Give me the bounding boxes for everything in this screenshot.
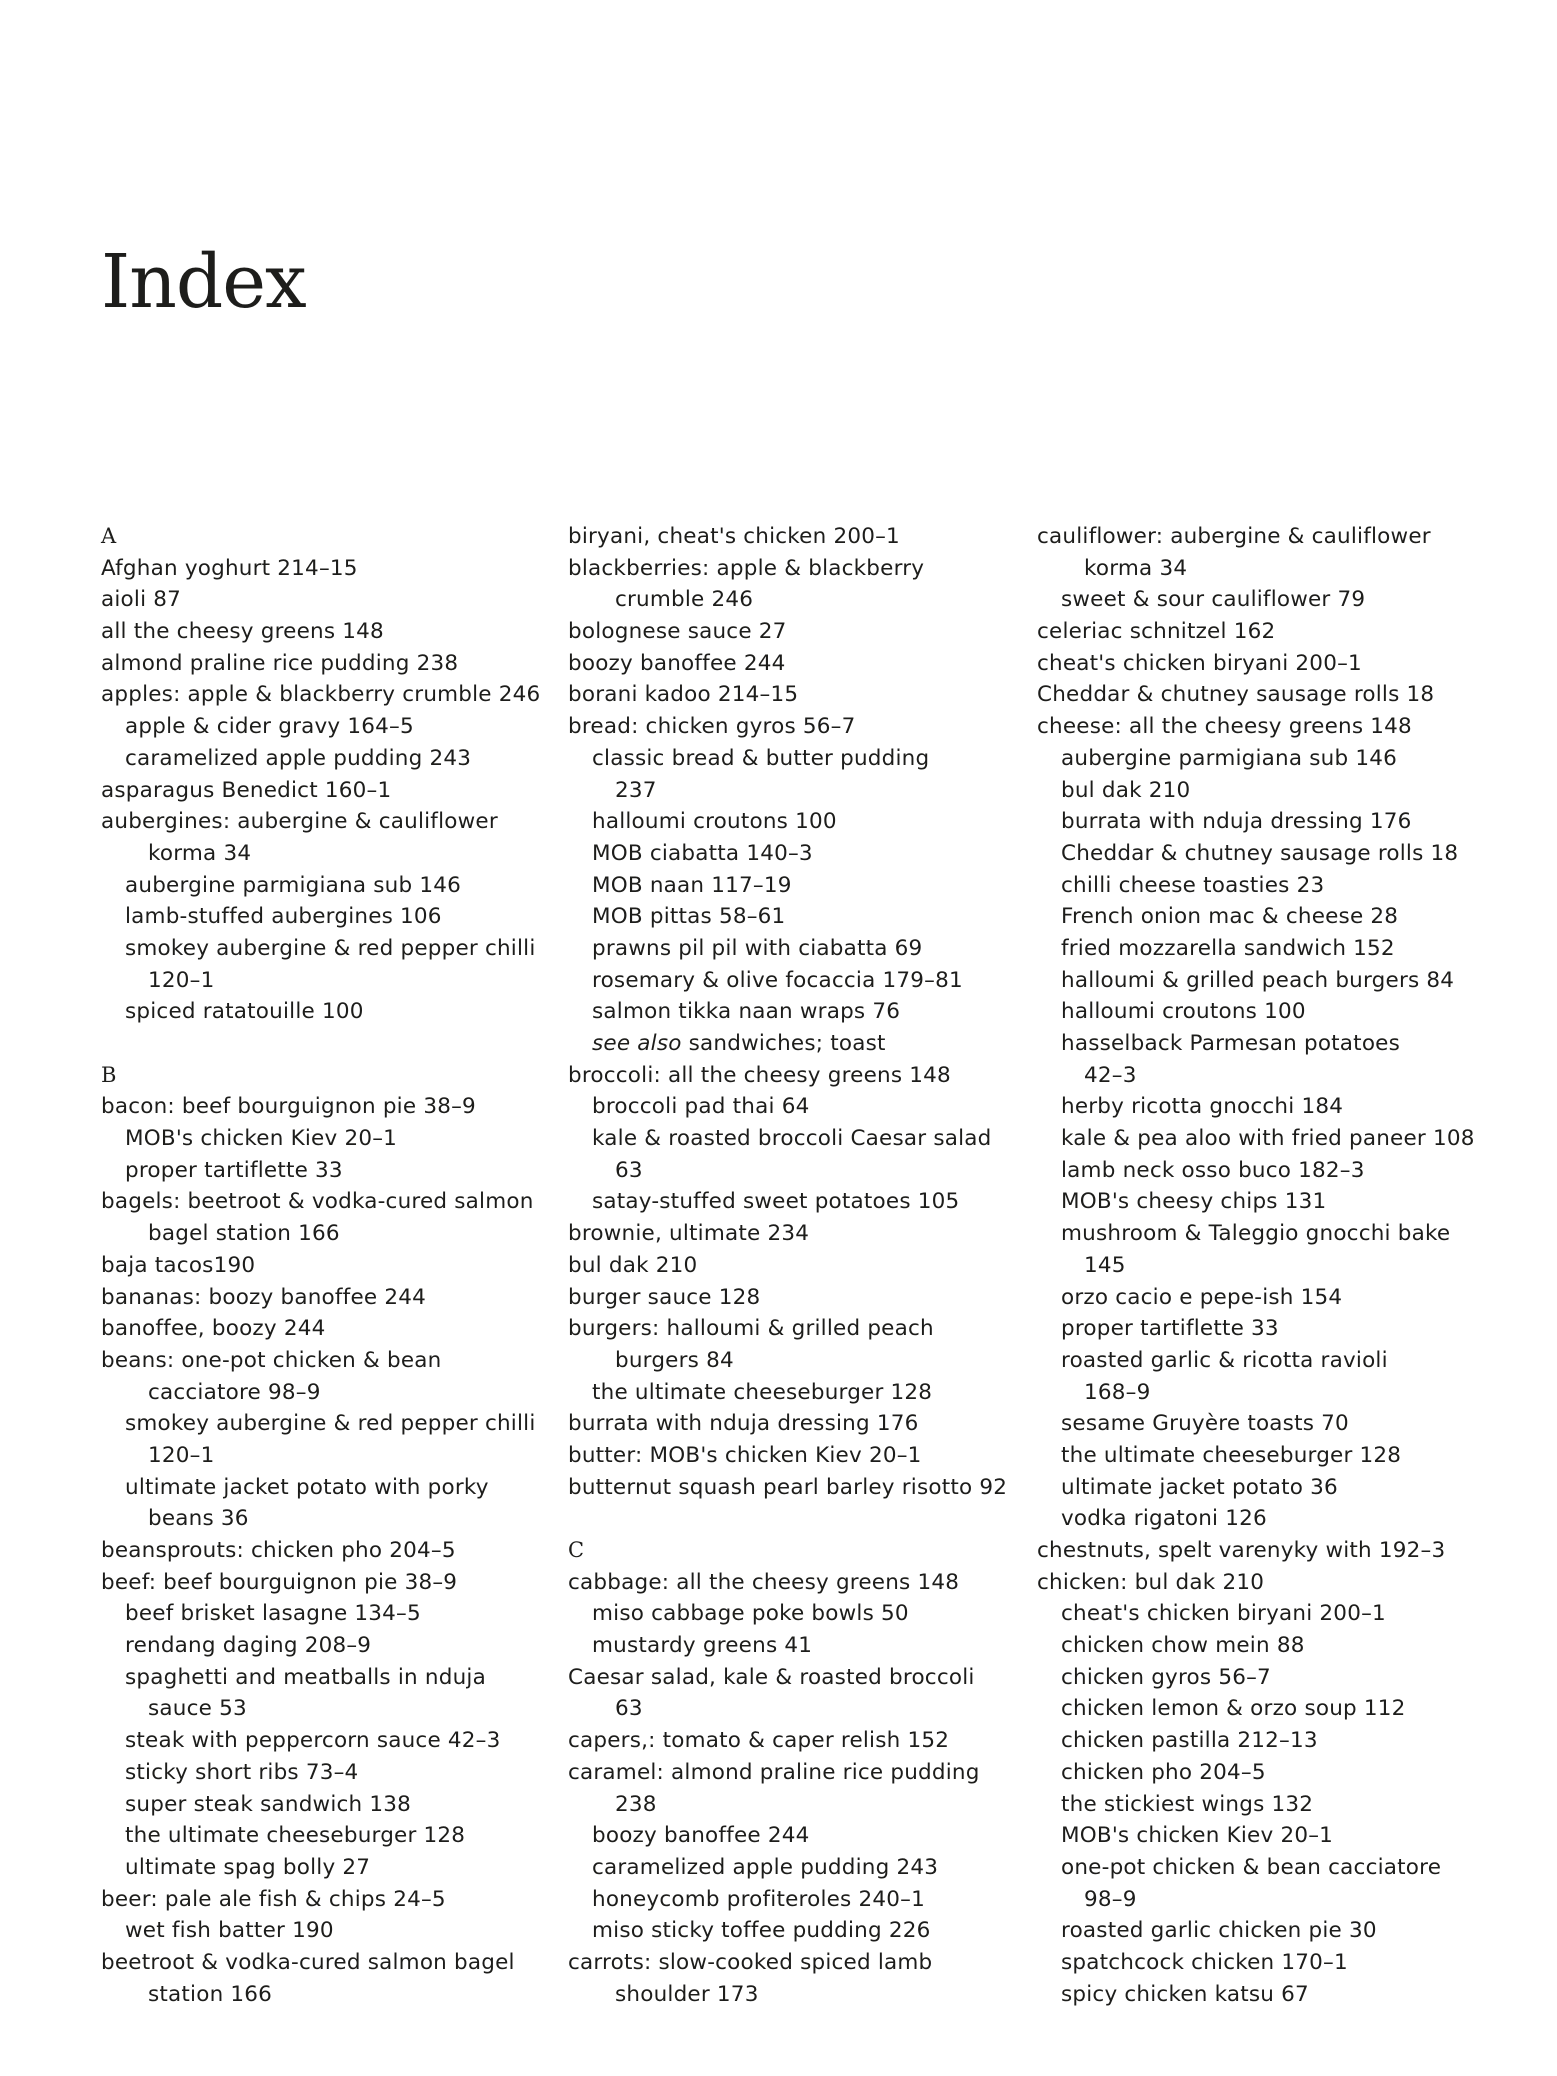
index-entry: bacon: beef bourguignon pie 38–9: [101, 1094, 476, 1120]
index-entry: almond praline rice pudding 238: [101, 650, 459, 676]
index-subentry: chicken lemon & orzo soup 112: [1061, 1696, 1406, 1722]
index-subentry: spiced ratatouille 100: [125, 999, 364, 1025]
index-subentry: beef brisket lasagne 134–5: [125, 1601, 421, 1627]
index-subentry: super steak sandwich 138: [125, 1791, 412, 1817]
index-subentry: Cheddar & chutney sausage rolls 18: [1061, 840, 1459, 866]
index-entry: banoffee, boozy 244: [101, 1316, 326, 1342]
index-entry: aioli 87: [101, 587, 182, 613]
index-subentry: the ultimate cheeseburger 128: [125, 1823, 466, 1849]
index-entry: beans: one-pot chicken & bean: [101, 1347, 442, 1373]
index-entry: bagels: beetroot & vodka-cured salmon: [101, 1189, 534, 1215]
index-entry: burrata with nduja dressing 176: [568, 1411, 919, 1437]
index-subentry: aubergine parmigiana sub 146: [125, 872, 462, 898]
index-subentry: spicy chicken katsu 67: [1061, 1981, 1309, 2007]
index-subentry: apple & cider gravy 164–5: [125, 714, 414, 740]
index-subentry: 168–9: [1084, 1379, 1151, 1405]
index-subentry: lamb neck osso buco 182–3: [1061, 1157, 1365, 1183]
index-subentry: spatchcock chicken 170–1: [1061, 1949, 1348, 1975]
index-entry: asparagus Benedict 160–1: [101, 777, 392, 803]
index-entry: biryani, cheat's chicken 200–1: [568, 524, 900, 549]
index-subentry: fried mozzarella sandwich 152: [1061, 935, 1395, 961]
index-entry: chicken: bul dak 210: [1037, 1569, 1265, 1595]
index-entry: cauliflower: aubergine & cauliflower: [1037, 524, 1431, 549]
index-subentry: roasted garlic & ricotta ravioli: [1061, 1347, 1388, 1373]
index-entry: carrots: slow-cooked spiced lamb: [568, 1949, 933, 1975]
index-subentry: bagel station 166: [148, 1221, 340, 1247]
index-subentry: 237: [615, 777, 657, 803]
index-entry: Caesar salad, kale & roasted broccoli: [568, 1664, 975, 1690]
index-entry: cheat's chicken biryani 200–1: [1037, 650, 1362, 676]
index-subentry: caramelized apple pudding 243: [125, 745, 472, 771]
index-subentry: aubergine parmigiana sub 146: [1061, 745, 1398, 771]
section-letter: B: [101, 1062, 117, 1087]
index-subentry: orzo cacio e pepe-ish 154: [1061, 1284, 1343, 1310]
index-subentry: salmon tikka naan wraps 76: [592, 999, 901, 1025]
index-subentry: boozy banoffee 244: [592, 1823, 810, 1849]
index-entry: beef: beef bourguignon pie 38–9: [101, 1569, 458, 1595]
index-entry-see-also: [568, 1028, 1008, 1060]
index-subentry: korma 34: [1084, 555, 1188, 581]
index-subentry: crumble 246: [615, 587, 754, 613]
index-entry: brownie, ultimate 234: [568, 1221, 810, 1247]
index-subentry: burrata with nduja dressing 176: [1061, 809, 1412, 835]
index-subentry: MOB naan 117–19: [592, 872, 792, 898]
index-entry: butter: MOB's chicken Kiev 20–1: [568, 1442, 922, 1468]
index-entry: all the cheesy greens 148: [101, 619, 384, 645]
index-subentry: lamb-stuffed aubergines 106: [125, 904, 442, 930]
index-subentry: kale & pea aloo with fried paneer 108: [1061, 1126, 1475, 1152]
index-entry: apples: apple & blackberry crumble 246: [101, 682, 541, 708]
index-subentry: rosemary & olive focaccia 179–81: [592, 967, 963, 993]
index-subentry: ultimate jacket potato with porky: [125, 1474, 489, 1500]
index-entry: beer: pale ale fish & chips 24–5: [101, 1886, 446, 1912]
index-subentry: halloumi croutons 100: [592, 809, 837, 835]
index-entry: Afghan yoghurt 214–15: [101, 555, 358, 581]
index-subentry: sweet & sour cauliflower 79: [1061, 587, 1366, 613]
index-subentry: herby ricotta gnocchi 184: [1061, 1094, 1344, 1120]
index-subentry: sticky short ribs 73–4: [125, 1759, 359, 1785]
index-subentry: beans 36: [148, 1506, 249, 1532]
index-subentry: 42–3: [1084, 1062, 1137, 1088]
index-entry: cabbage: all the cheesy greens 148: [568, 1569, 960, 1595]
index-subentry: mushroom & Taleggio gnocchi bake: [1061, 1221, 1451, 1247]
index-subentry: 238: [615, 1791, 657, 1817]
index-subentry: broccoli pad thai 64: [592, 1094, 810, 1120]
index-subentry: proper tartiflette 33: [125, 1157, 343, 1183]
index-entry: bul dak 210: [568, 1252, 698, 1278]
index-subentry: steak with peppercorn sauce 42–3: [125, 1728, 501, 1754]
index-subentry: caramelized apple pudding 243: [592, 1854, 939, 1880]
index-column-2: [568, 521, 1008, 2010]
index-subentry: one-pot chicken & bean cacciatore: [1061, 1854, 1442, 1880]
index-subentry: chicken pho 204–5: [1061, 1759, 1266, 1785]
index-subentry: 120–1: [148, 1442, 215, 1468]
index-subentry: bul dak 210: [1061, 777, 1191, 803]
index-subentry: proper tartiflette 33: [1061, 1316, 1279, 1342]
index-subentry: chicken chow mein 88: [1061, 1633, 1305, 1659]
index-subentry: wet fish batter 190: [125, 1918, 334, 1944]
index-subentry: sauce 53: [148, 1696, 247, 1722]
section-gap: [568, 1503, 1008, 1535]
index-subentry: smokey aubergine & red pepper chilli: [125, 1411, 536, 1437]
index-subentry: sesame Gruyère toasts 70: [1061, 1411, 1349, 1437]
index-subentry: MOB's chicken Kiev 20–1: [1061, 1823, 1334, 1849]
index-entry: boozy banoffee 244: [568, 650, 786, 676]
index-entry: beansprouts: chicken pho 204–5: [101, 1538, 456, 1563]
section-letter: C: [568, 1538, 585, 1562]
index-subentry: classic bread & butter pudding: [592, 745, 930, 771]
index-subentry: station 166: [148, 1981, 273, 2007]
index-entry: bolognese sauce 27: [568, 619, 787, 645]
index-subentry: 63: [615, 1157, 643, 1183]
index-entry: beetroot & vodka-cured salmon bagel: [101, 1949, 515, 1975]
index-subentry: prawns pil pil with ciabatta 69: [592, 935, 923, 961]
index-entry: butternut squash pearl barley risotto 92: [568, 1474, 1008, 1500]
index-subentry: ultimate spag bolly 27: [125, 1854, 371, 1880]
index-subentry: the ultimate cheeseburger 128: [592, 1379, 933, 1405]
section-gap: [101, 1028, 541, 1060]
index-entry: capers,: tomato & caper relish 152: [568, 1728, 950, 1754]
index-subentry: the ultimate cheeseburger 128: [1061, 1442, 1402, 1468]
index-subentry: satay-stuffed sweet potatoes 105: [592, 1189, 960, 1215]
index-subentry: chilli cheese toasties 23: [1061, 872, 1325, 898]
section-letter: A: [101, 524, 117, 548]
index-entry: bananas: boozy banoffee 244: [101, 1284, 426, 1310]
index-subentry: MOB ciabatta 140–3: [592, 840, 813, 866]
index-subentry: mustardy greens 41: [592, 1633, 813, 1659]
index-subentry: cheat's chicken biryani 200–1: [1061, 1601, 1386, 1627]
index-subentry: ultimate jacket potato 36: [1061, 1474, 1338, 1500]
index-entry: chestnuts, spelt varenyky with 192–3: [1037, 1538, 1446, 1563]
index-entry: cheese: all the cheesy greens 148: [1037, 714, 1412, 740]
index-subentry: roasted garlic chicken pie 30: [1061, 1918, 1377, 1944]
index-entry: celeriac schnitzel 162: [1037, 619, 1276, 645]
index-subentry: MOB's chicken Kiev 20–1: [125, 1126, 398, 1152]
index-subentry: rendang daging 208–9: [125, 1633, 372, 1659]
index-subentry: hasselback Parmesan potatoes: [1061, 1031, 1400, 1056]
index-subentry: 145: [1084, 1252, 1126, 1278]
index-subentry: honeycomb profiteroles 240–1: [592, 1886, 925, 1912]
index-subentry: kale & roasted broccoli Caesar salad: [592, 1126, 992, 1152]
index-subentry: miso sticky toffee pudding 226: [592, 1918, 931, 1944]
index-subentry: spaghetti and meatballs in nduja: [125, 1664, 486, 1690]
index-subentry: smokey aubergine & red pepper chilli: [125, 935, 536, 961]
index-subentry: shoulder 173: [615, 1981, 759, 2007]
see-also-label: see also: [592, 1031, 682, 1056]
index-entry: aubergines: aubergine & cauliflower: [101, 809, 498, 835]
index-subentry: 63: [615, 1696, 643, 1722]
index-entry: baja tacos190: [101, 1252, 256, 1278]
index-entry: burgers: halloumi & grilled peach: [568, 1316, 934, 1342]
index-entry: broccoli: all the cheesy greens 148: [568, 1062, 951, 1088]
index-subentry: burgers 84: [615, 1347, 734, 1373]
index-entry: bread: chicken gyros 56–7: [568, 714, 856, 740]
index-subentry: the stickiest wings 132: [1061, 1791, 1314, 1817]
index-subentry: MOB pittas 58–61: [592, 904, 786, 930]
index-entry: borani kadoo 214–15: [568, 682, 799, 708]
index-entry: blackberries: apple & blackberry: [568, 555, 925, 581]
index-subentry: 98–9: [1084, 1886, 1137, 1912]
index-entry: burger sauce 128: [568, 1284, 761, 1310]
index-subentry: korma 34: [148, 840, 252, 866]
index-column-3: [1037, 521, 1477, 2010]
index-subentry: French onion mac & cheese 28: [1061, 904, 1399, 930]
index-subentry: chicken gyros 56–7: [1061, 1664, 1271, 1690]
index-subentry: chicken pastilla 212–13: [1061, 1728, 1318, 1754]
index-subentry: 120–1: [148, 967, 215, 993]
index-subentry: miso cabbage poke bowls 50: [592, 1601, 909, 1627]
index-subentry: MOB's cheesy chips 131: [1061, 1189, 1327, 1215]
index-subentry: vodka rigatoni 126: [1061, 1506, 1267, 1532]
index-entry: Cheddar & chutney sausage rolls 18: [1037, 682, 1435, 708]
index-subentry: cacciatore 98–9: [148, 1379, 321, 1405]
page-title: Index: [101, 239, 306, 325]
index-entry: caramel: almond praline rice pudding: [568, 1759, 980, 1785]
see-also-target: sandwiches; toast: [681, 1031, 886, 1056]
index-column-1: [101, 521, 541, 2010]
index-subentry: halloumi & grilled peach burgers 84: [1061, 967, 1455, 993]
index-subentry: halloumi croutons 100: [1061, 999, 1306, 1025]
